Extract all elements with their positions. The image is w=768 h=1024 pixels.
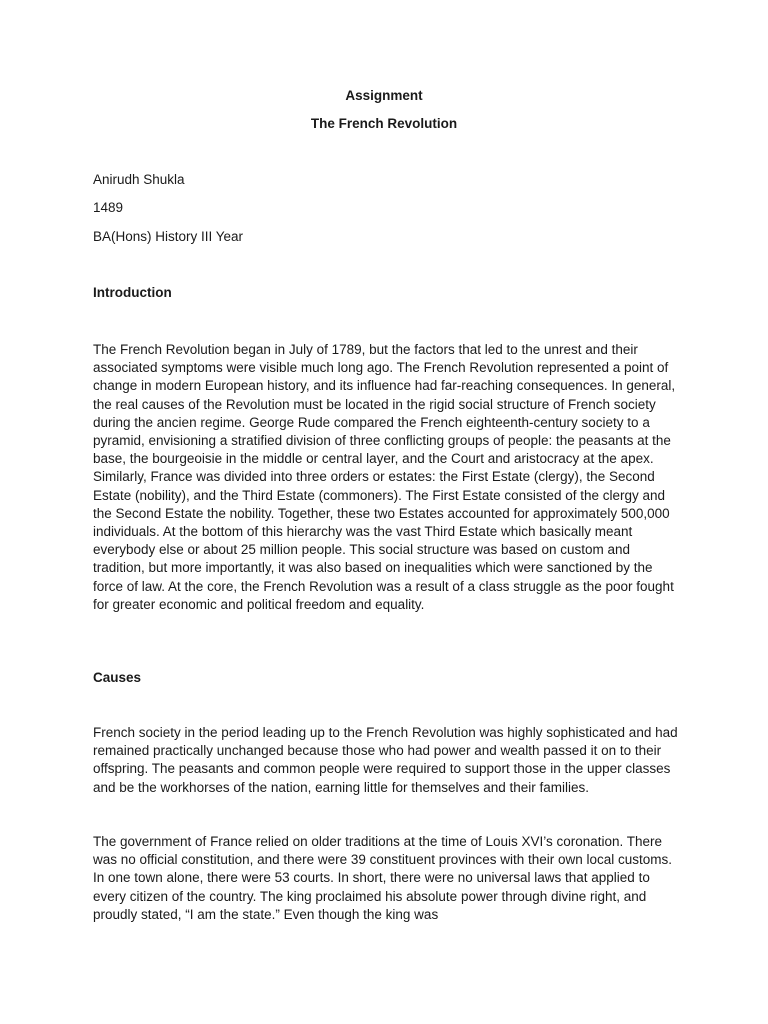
causes-paragraph-2: The government of France relied on older traditions at the time of Louis XVI’s coronation. There was no official constitution, and there were 39 constituent provinces with their own local customs. In one town alone, there were 53 courts. In short, there were no universal laws that applied to every citizen of the country. The king proclaimed his absolute power through divine right, and proudly stated, “I am the state.” Even though the king was bbox=[93, 834, 673, 922]
roll-number: 1489 bbox=[93, 200, 124, 215]
introduction-paragraph: The French Revolution began in July of 1789, but the factors that led to the unrest and their associated symptoms were visible much long ago. The French Revolution represented a point of change in modern European history, and its influence had far-reaching consequences. In general, the real causes of the Revolution must be located in the rigid social structure of French society during the ancien regime. George Rude compared the French eighteenth-century society to a pyramid, envisioning a stratified division of three conflicting groups of people: the peasants at the base, the bourgeoisie in the middle or central layer, and the Court and aristocracy at the apex. Similarly, France was divided into three orders or estates: the First Estate (clergy), the Second Estate (nobility), and the Third Estate (commoners). The First Estate consisted of the clergy and the Second Estate the nobility. Together, these two Estates accounted for approximately 500,000 individuals. At the bottom of this hierarchy was the vast Third Estate which basically meant everybody else or about 25 million people. This social structure was based on custom and tradition, but more importantly, it was also based on inequalities which were sanctioned by the force of law. At the core, the French Revolution was a result of a class struggle as the poor fought for greater economic and political freedom and equality. bbox=[93, 342, 676, 612]
section-heading-causes: Causes bbox=[93, 670, 142, 685]
course-name: BA(Hons) History III Year bbox=[93, 229, 244, 244]
document-subtitle: The French Revolution bbox=[310, 116, 458, 131]
causes-paragraph-1: French society in the period leading up to the French Revolution was highly sophisticated and had remained practically unchanged because those who had power and wealth passed it on to their offspring. The peasants and common people were required to support those in the upper classes and be the workhorses of the nation, earning little for themselves and their families. bbox=[93, 725, 678, 795]
document-title: Assignment bbox=[345, 88, 423, 103]
author-name: Anirudh Shukla bbox=[93, 172, 185, 187]
section-heading-introduction: Introduction bbox=[93, 285, 172, 300]
